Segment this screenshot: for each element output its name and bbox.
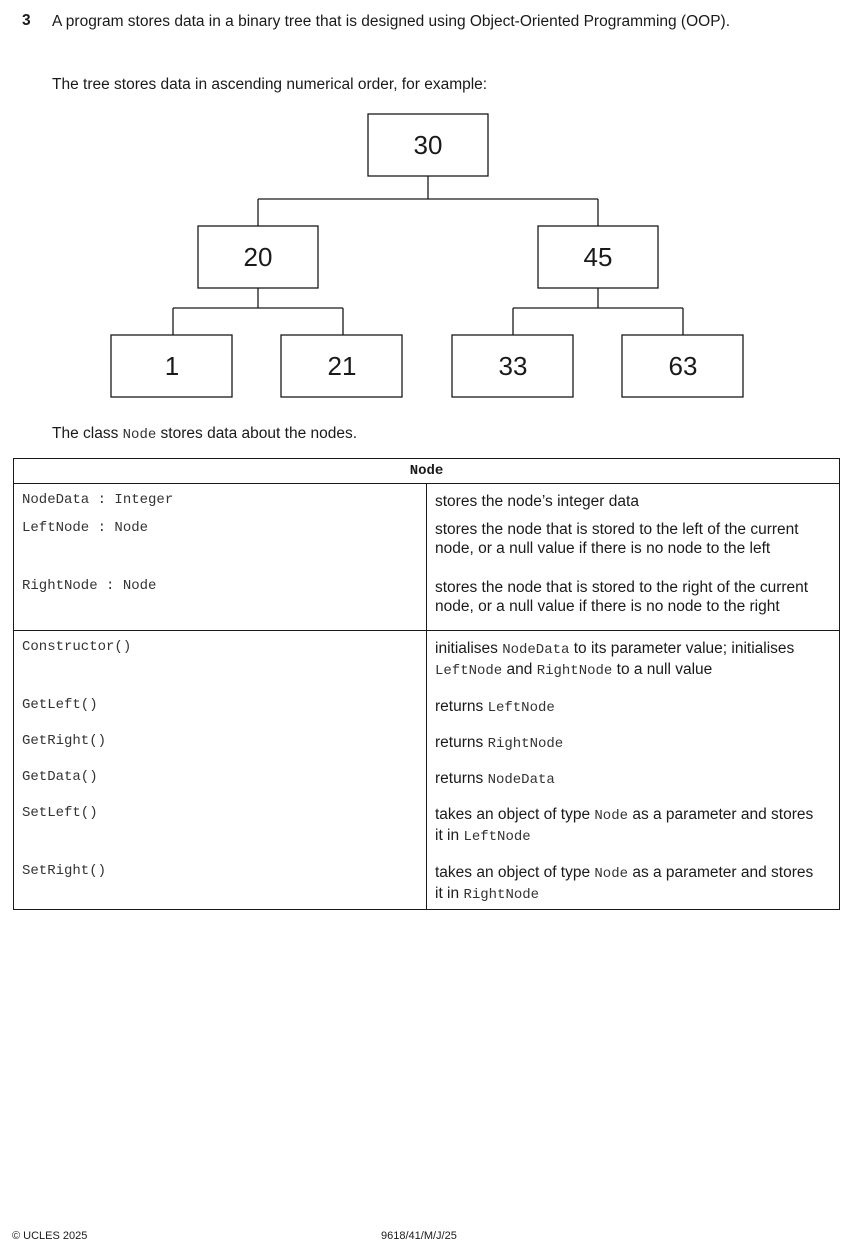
methods-names — [14, 631, 427, 910]
tree-node-left — [198, 226, 318, 288]
description-text: takes an object of type — [435, 864, 595, 881]
attribute-name: LeftNode : Node — [22, 520, 149, 536]
code-identifier: RightNode — [463, 887, 540, 903]
example-intro: The tree stores data in ascending numerical order, for example: — [52, 76, 488, 93]
footer-paper-code: 9618/41/M/J/25 — [381, 1230, 457, 1242]
method-name: GetData() — [22, 769, 98, 785]
description-text: returns — [435, 734, 488, 751]
description-text: returns — [435, 770, 488, 787]
code-identifier: NodeData — [502, 642, 570, 658]
description-text: stores the node that is stored to the left of the current node, or a null value if there is no node to the left — [435, 521, 799, 557]
binary-tree-diagram — [0, 0, 852, 410]
attribute-description — [435, 520, 827, 578]
attribute-name: NodeData : Integer — [22, 492, 174, 508]
method-description — [435, 769, 827, 805]
class-table-header: Node — [14, 459, 840, 484]
method-description — [435, 805, 827, 863]
tree-node-value: 30 — [413, 130, 443, 160]
question-number: 3 — [22, 12, 31, 29]
attribute-name: RightNode : Node — [22, 578, 157, 594]
description-text: it in — [435, 827, 464, 844]
method-description — [435, 863, 827, 909]
tree-node-value: 21 — [327, 351, 357, 381]
code-identifier: RightNode — [487, 736, 564, 752]
tree-node-leaf-1 — [111, 335, 232, 397]
tree-node-value: 33 — [498, 351, 528, 381]
method-name: GetRight() — [22, 733, 107, 749]
footer-copyright: © UCLES 2025 — [12, 1230, 88, 1242]
tree-node-leaf-3 — [452, 335, 573, 397]
class-table — [13, 458, 840, 910]
code-identifier: Node — [594, 808, 629, 824]
tree-node-value: 63 — [668, 351, 698, 381]
description-text: returns — [435, 698, 488, 715]
description-text: as a parameter and stores — [628, 806, 814, 823]
method-description — [435, 733, 827, 769]
class-intro — [52, 425, 357, 443]
tree-node-value: 1 — [164, 351, 180, 381]
tree-node-value: 45 — [583, 242, 613, 272]
description-text: to a null value — [612, 661, 713, 678]
description-text: to its parameter value; initialises — [569, 640, 795, 657]
code-identifier: RightNode — [536, 663, 613, 679]
code-identifier: LeftNode — [435, 663, 503, 679]
tree-node-right — [538, 226, 658, 288]
description-text: stores the node’s integer data — [435, 493, 639, 510]
tree-node-leaf-2 — [281, 335, 402, 397]
class-name: Node — [122, 427, 157, 443]
attribute-description — [435, 578, 827, 630]
code-identifier: NodeData — [487, 772, 555, 788]
methods-row — [14, 631, 840, 910]
connector-right — [513, 288, 683, 335]
code-identifier: Node — [594, 866, 629, 882]
class-intro-after: stores data about the nodes. — [156, 425, 358, 442]
tree-node-leaf-4 — [622, 335, 743, 397]
code-identifier: LeftNode — [487, 700, 555, 716]
description-text: it in — [435, 885, 464, 902]
method-description — [435, 697, 827, 733]
code-identifier: LeftNode — [463, 829, 531, 845]
description-text: stores the node that is stored to the right of the current node, or a null value if there is no node to the right — [435, 579, 809, 615]
methods-descriptions — [427, 631, 840, 910]
connector-root — [258, 176, 598, 226]
description-text: takes an object of type — [435, 806, 595, 823]
connector-left — [173, 288, 343, 335]
description-text: initialises — [435, 640, 503, 657]
method-description — [435, 639, 827, 697]
attribute-description — [435, 492, 827, 520]
class-intro-before: The class — [52, 425, 123, 442]
description-text: as a parameter and stores — [628, 864, 814, 881]
question-text: A program stores data in a binary tree that is designed using Object-Oriented Programming (OOP). — [52, 13, 731, 30]
attributes-names — [14, 484, 427, 631]
method-name: SetLeft() — [22, 805, 98, 821]
tree-node-value: 20 — [243, 242, 273, 272]
attributes-row — [14, 484, 840, 631]
method-name: SetRight() — [22, 863, 107, 879]
attributes-descriptions — [427, 484, 840, 631]
description-text: and — [502, 661, 537, 678]
tree-node-root — [368, 114, 488, 176]
method-name: GetLeft() — [22, 697, 98, 713]
method-name: Constructor() — [22, 639, 132, 655]
